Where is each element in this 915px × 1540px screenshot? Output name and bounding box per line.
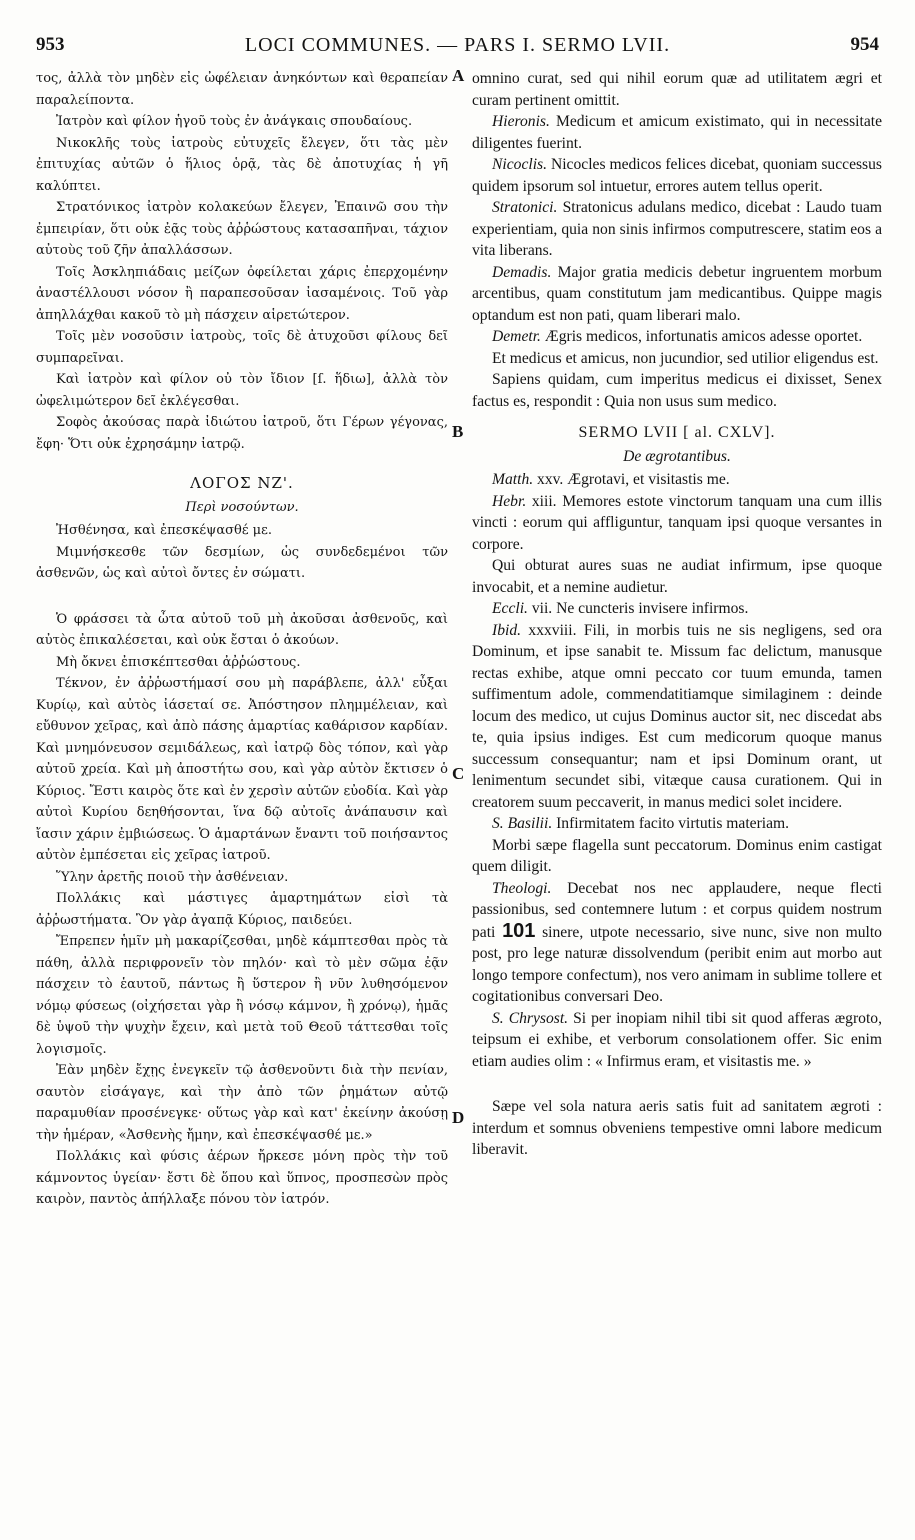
greek-paragraph: Ἠσθένησα, καὶ ἐπεσκέψασθέ με.: [56, 523, 272, 538]
source-label: Demadis.: [492, 263, 552, 281]
source-label: Ibid.: [492, 621, 522, 639]
margin-marker-a: A: [452, 66, 465, 85]
margin-marker-b: B: [452, 422, 464, 441]
latin-text: xiii. Memores estote vinctorum tanquam una cum illis vincti : eorum qui affliguntur, tanquam ipsi quoque versantes in corpore.: [472, 492, 882, 553]
source-label: Nicoclis.: [492, 156, 548, 173]
latin-paragraph: [472, 326, 882, 348]
latin-text: Nicocles medicos felices dicebat, quoniam successus quidem ipsorum sol intuetur, errores autem tellus operit.: [472, 156, 882, 195]
latin-paragraph: [472, 262, 882, 327]
latin-paragraph: Et medicus et amicus, non jucundior, sed utilior eligendus est.: [492, 349, 879, 367]
greek-paragraph: Ἐὰν μηδὲν ἔχῃς ἐνεγκεῖν τῷ ἀσθενοῦντι διὰ τὴν πενίαν, σαυτὸν εἰσάγαγε, καὶ τὴν ἀπὸ τῶν ῥημάτων αὐτῷ παραμυθίαν προσένεγκε· οὕτως γὰρ καὶ κατ' ἐκείνην ἀκούσῃ τὴν ἡμέραν, «Ἀσθενὴς ἤμην, καὶ ἐπεσκέψασθέ με.»: [36, 1063, 448, 1143]
greek-paragraph: Μιμνήσκεσθε τῶν δεσμίων, ὡς συνδεδεμένοι τῶν ἀσθενῶν, ὡς καὶ αὐτοὶ ὄντες ἐν σώματι.: [36, 544, 448, 581]
latin-text: Si per inopiam nihil tibi sit quod afferas ægroto, teipsum ei exhibe, et verborum consolationem offer. Sic enim etiam audies olim : « Infirmus eram, et visitastis me. »: [472, 1009, 882, 1070]
greek-paragraph: Στρατόνικος ἰατρὸν κολακεύων ἔλεγεν, Ἐπαινῶ σου τὴν ἐμπειρίαν, ὅτι οὐκ ἐᾷς τοὺς ἀῤῥώστους κατασαπῆναι, τάχιον αὐτοὺς τοῦ ζῆν ἀπαλλάσσων.: [36, 200, 448, 258]
greek-paragraph: Πολλάκις καὶ φύσις ἀέρων ἤρκεσε μόνη πρὸς τὴν τοῦ κάμνοντος ὑγείαν· ἔστι δὲ ὅπου καὶ ὕπνος, προσπεσὼν πρὸς καιρὸν, παντὸς ἀπήλλαξε πόνου τὸν ἰατρόν.: [36, 1149, 448, 1207]
greek-paragraph: Τέκνον, ἐν ἀῤῥωστήμασί σου μὴ παράβλεπε, ἀλλ' εὖξαι Κυρίῳ, καὶ αὐτὸς ἰάσεταί σε. Ἀπόστησον πλημμέλειαν, καὶ εὔθυνον χεῖρας, καὶ ἀπὸ πάσης ἁμαρτίας καθάρισον καρδίαν. Καὶ μνημόνευσον σεμιδάλεως, καὶ ἰατρῷ δὸς τόπον, καὶ γὰρ αὐτοῦ χρεία. Καὶ μὴ ἀποστήτω σου, καὶ γὰρ αὐτὸν ἔκτισεν ὁ Κύριος. Ἔστι καιρὸς ὅτε καὶ ἐν χερσὶν αὐτῶν εὐοδία. Καὶ γὰρ αὐτοὶ Κυρίου δεηθήσονται, ἵνα δῷ αὐτοῖς ἀνάπαυσιν καὶ ἴασιν χάριν ἐμβιώσεως. Ὁ ἁμαρτάνων ἔναντι τοῦ ποιήσαντος αὐτὸν ἐμπέσεται εἰς χεῖρας ἰατροῦ.: [36, 676, 448, 863]
source-label: Hebr.: [492, 492, 527, 510]
margin-marker-c: C: [452, 764, 465, 783]
greek-paragraph: Νικοκλῆς τοὺς ἰατροὺς εὐτυχεῖς ἔλεγεν, ὅτι τὰς μὲν ἐπιτυχίας αὐτῶν ὁ ἥλιος ὁρᾷ, τὰς δὲ ἀποτυχίας ἡ γῆ καλύπτει.: [36, 135, 448, 194]
latin-text: Major gratia medicis debetur ingruentem morbum arcentibus, quam constitutum jam medicantibus. Quippe magis optandum est non pati, quam liberari malo.: [472, 263, 882, 324]
latin-text: Medicum et amicum existimato, qui in necessitate diligentes fuerint.: [472, 113, 882, 152]
latin-text: sinere, utpote necessario, sive nunc, sive non multo post, pro lege naturæ dissolvendum (peribit enim aut morbo aut longo tempore confectum), nos vero animam in sublime tollere et cogitationibus conversari Deo.: [472, 923, 882, 1005]
source-label: Hieronis.: [492, 113, 550, 130]
page-header: [0, 30, 915, 64]
latin-paragraph: [472, 813, 882, 835]
latin-paragraph: [472, 197, 882, 262]
latin-paragraph: [472, 878, 882, 1008]
latin-paragraph: [472, 111, 882, 154]
source-label: S. Chrysost.: [492, 1009, 569, 1027]
latin-paragraph: [472, 491, 882, 556]
greek-paragraph: Ὁ φράσσει τὰ ὦτα αὐτοῦ τοῦ μὴ ἀκοῦσαι ἀσθενοῦς, καὶ αὐτὸς ἐπικαλέσεται, καὶ οὐκ ἔσται ὁ ἀκούων.: [36, 611, 448, 648]
latin-paragraph: Sæpe vel sola natura aeris satis fuit ad sanitatem ægroti : interdum et somnus obveniens tempestive omni labore medicum liberavit.: [472, 1098, 882, 1158]
latin-text: xxv. Ægrotavi, et visitastis me.: [533, 471, 730, 488]
latin-paragraph: [472, 620, 882, 814]
greek-paragraph: Ὕλην ἀρετῆς ποιοῦ τὴν ἀσθένειαν.: [56, 869, 289, 885]
latin-paragraph: Qui obturat aures suas ne audiat infirmum, ipse quoque invocabit, et a nemine audietur.: [472, 557, 882, 596]
folio-badge: 101: [502, 919, 536, 942]
latin-paragraph: omnino curat, sed qui nihil eorum quæ ad utilitatem ægri et curam pertinent omittit.: [472, 70, 882, 109]
greek-paragraph: Πολλάκις καὶ μάστιγες ἁμαρτημάτων εἰσὶ τὰ ἀῤῥωστήματα. Ὃν γὰρ ἀγαπᾷ Κύριος, παιδεύει.: [36, 891, 448, 928]
latin-text: vii. Ne cuncteris invisere infirmos.: [527, 600, 749, 617]
sermon-subheading-latin: De ægrotantibus.: [623, 447, 731, 465]
margin-marker-d: D: [452, 1108, 465, 1127]
source-label: S. Basilii.: [492, 815, 553, 832]
latin-paragraph: Sapiens quidam, cum imperitus medicus ei dixisset, Senex factus es, respondit : Quia non usus sum medico.: [472, 371, 882, 410]
latin-text: Infirmitatem facito virtutis materiam.: [552, 815, 790, 832]
latin-paragraph: [472, 469, 882, 491]
source-label: Stratonici.: [492, 199, 558, 216]
greek-paragraph: Τοῖς Ἀσκληπιάδαις μείζων ὀφείλεται χάρις ἐπερχομένην ἀναστέλλουσι νόσον ἢ παραπεσοῦσαν ἰασαμένοις. Τοῦ γὰρ ἀπηλλάχθαι κακοῦ τὸ μὴ πάσχειν αἱρετώτερον.: [36, 264, 448, 323]
greek-paragraph: τος, ἀλλὰ τὸν μηδὲν εἰς ὠφέλειαν ἀνηκόντων καὶ θεραπείαν παραλείποντα.: [36, 71, 448, 108]
greek-paragraph: Καὶ ἰατρὸν καὶ φίλον οὐ τὸν ἴδιον [ſ. ἥδιω], ἀλλὰ τὸν ὠφελιμώτερον δεῖ ἐκλέγεσθαι.: [36, 372, 448, 409]
greek-paragraph: Ἔπρεπεν ἡμῖν μὴ μακαρίζεσθαι, μηδὲ κάμπτεσθαι πρὸς τὰ πάθη, ἀλλὰ περιφρονεῖν τὸν πηλόν· καὶ τὸ μὲν σῶμα ἐᾷν πάσχειν τὸ ἑαυτοῦ, πάντως ἢ ὕστερον ἢ νῦν λυθησόμενον νόμῳ φύσεως (οἰχήσεται γὰρ ἢ νόσῳ κάμνον, ἢ χρόνῳ), ἡμᾶς δὲ ὑψοῦ τὴν ψυχὴν ἔχειν, καὶ μετὰ τοῦ Θεοῦ τάττεσθαι τοῖς λογισμοῖς.: [36, 934, 448, 1057]
greek-paragraph: Μὴ ὄκνει ἐπισκέπτεσθαι ἀῤῥώστους.: [56, 654, 301, 670]
sermon-heading-greek: ΛΟΓΟΣ ΝΖ'.: [190, 474, 294, 492]
running-title: LOCI COMMUNES. — PARS I. SERMO LVII.: [244, 34, 671, 56]
latin-text: Stratonicus adulans medico, dicebat : Laudo tuam experientiam, quia non sinis infirmos computrescere, statim eos a vita liberans.: [472, 199, 882, 259]
latin-paragraph: [472, 598, 882, 620]
greek-column: [36, 68, 448, 1211]
source-label: Demetr.: [492, 328, 541, 345]
greek-paragraph: Τοῖς μὲν νοσοῦσιν ἰατροὺς, τοῖς δὲ ἀτυχοῦσι φίλους δεῖ συμπαρεῖναι.: [36, 329, 448, 366]
latin-paragraph: [472, 1008, 882, 1073]
sermon-subheading-greek: Περὶ νοσούντων.: [185, 499, 299, 515]
latin-text: Decebat nos nec applaudere, neque flecti passionibus, sed contemnere lutum : et corpus quidem nostrum pati: [472, 879, 882, 941]
sermon-heading-latin: SERMO LVII [ al. CXLV].: [578, 424, 776, 441]
source-label: Matth.: [492, 471, 534, 488]
latin-paragraph: Morbi sæpe flagella sunt peccatorum. Dominus enim castigat quem diligit.: [472, 836, 882, 875]
page-number-left: 953: [36, 34, 65, 55]
greek-paragraph: Ἰατρὸν καὶ φίλον ἡγοῦ τοὺς ἐν ἀνάγκαις σπουδαίους.: [56, 114, 413, 129]
source-label: Theologi.: [492, 879, 552, 897]
latin-column: [472, 68, 882, 1161]
latin-text: xxxviii. Fili, in morbis tuis ne sis negligens, sed ora Dominum, et ipse sanabit te. Missum fac delictum, manusque rectas exhibe, atque omni peccato cor tuum emunda, tamen suffimentum adole, commendatitiamque similaginem : deinde locum des medico, ut cujus Dominus auctor sit, nec discedat abs te, quia ipsius indiges. Est cum medicorum quoque manus successum consequantur; nam et ipsi Dominum orant, ut lenimentum secundet sibi, vitæque causa curationem. Qui in creatorem suum peccaverit, in manus medici solet incidere.: [472, 621, 882, 811]
greek-paragraph: Σοφὸς ἀκούσας παρὰ ἰδιώτου ἰατροῦ, ὅτι Γέρων γέγονας, ἔφη· Ὅτι οὐκ ἐχρησάμην ἰατρῷ.: [36, 415, 448, 452]
latin-text: Ægris medicos, infortunatis amicos adesse oportet.: [540, 328, 863, 345]
source-label: Eccli.: [492, 600, 528, 617]
latin-paragraph: [472, 154, 882, 197]
page-number-right: 954: [850, 34, 879, 55]
